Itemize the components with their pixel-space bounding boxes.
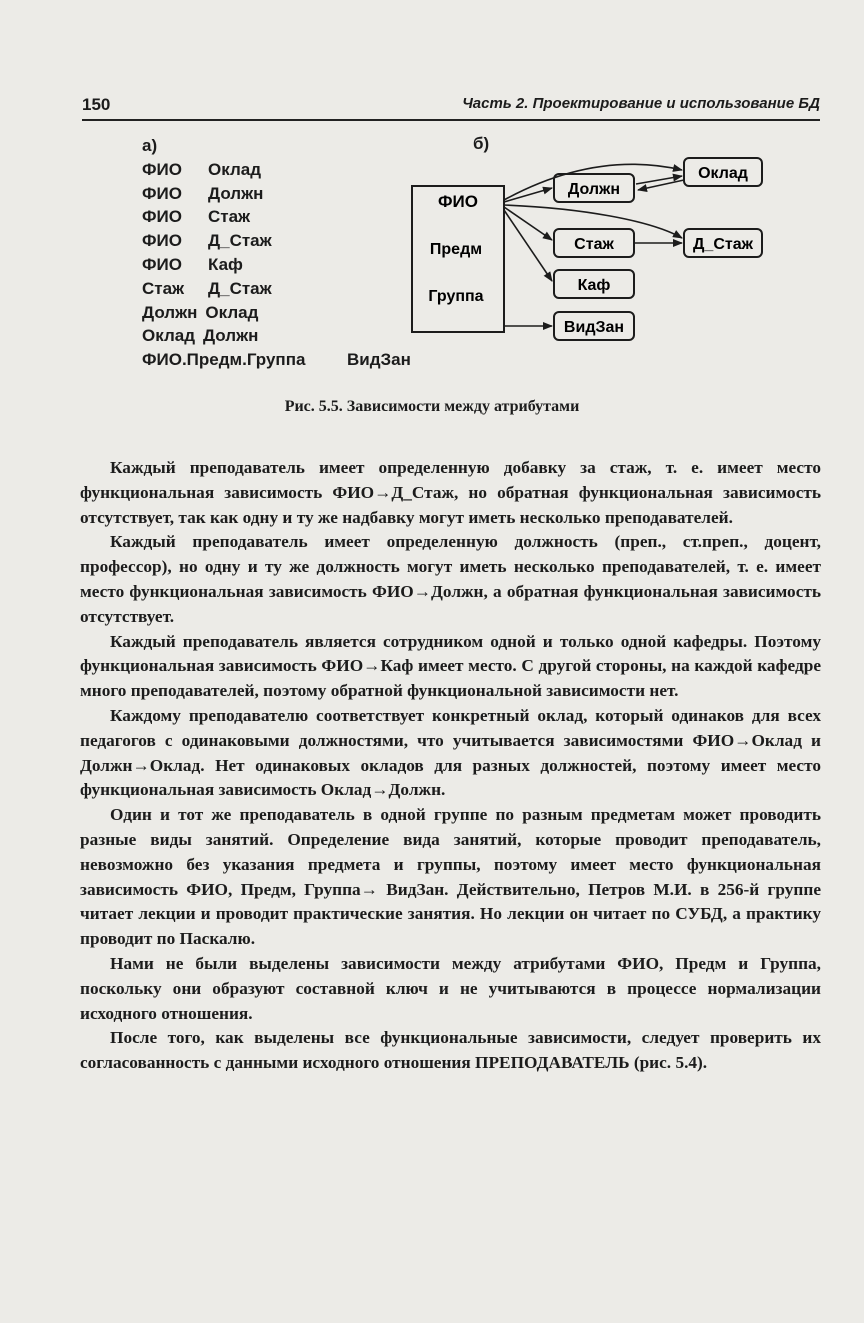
arrow-fio-dolzhn bbox=[504, 188, 552, 202]
dependency-row bbox=[142, 229, 411, 253]
running-title: Часть 2. Проектирование и использование БД bbox=[462, 95, 820, 112]
dependency-lhs: ФИО bbox=[142, 183, 182, 203]
paragraph: Нами не были выделены зависимости между атрибутами ФИО, Предм и Группа, поскольку они образуют составной ключ и не учитываются в процессе нормализации исходного отношения. bbox=[80, 953, 821, 1023]
arrow-fio-stazh bbox=[504, 207, 552, 240]
arrow-fio-d-stazh bbox=[504, 205, 682, 238]
arrow-dolzhn-oklad bbox=[636, 176, 682, 184]
paragraph: Каждому преподавателю соответствует конкретный оклад, который одинаков для всех педагогов с одинаковыми должностями, что учитывается зависимостями ФИО→Оклад и Должн→Оклад. Нет одинаковых окладов для разных должностей, поэтому имеет место функциональная зависимость Оклад→Должн. bbox=[80, 705, 821, 800]
key-attribute: Группа bbox=[428, 288, 484, 305]
dependency-rhs: Каф bbox=[208, 254, 243, 274]
dependency-rhs: Оклад bbox=[208, 159, 261, 179]
dependency-rhs: Стаж bbox=[208, 207, 251, 227]
dependency-lhs: Должн bbox=[142, 302, 198, 322]
dependency-list bbox=[142, 134, 411, 372]
node-label: Д_Стаж bbox=[693, 236, 753, 253]
dependency-row bbox=[142, 205, 411, 229]
key-attribute: Предм bbox=[429, 241, 483, 258]
dependency-rhs: Д_Стаж bbox=[208, 278, 272, 298]
dependency-diagram bbox=[400, 150, 770, 350]
dependency-row bbox=[142, 277, 411, 301]
page-number: 150 bbox=[82, 95, 111, 114]
dependency-row bbox=[142, 348, 411, 372]
dependency-row bbox=[142, 253, 411, 277]
paragraph: После того, как выделены все функциональные зависимости, следует проверить их согласованность с данными исходного отношения ПРЕПОДАВАТЕЛЬ (рис. 5.4). bbox=[80, 1028, 821, 1073]
panel-a-label: а) bbox=[142, 136, 158, 155]
dependency-rhs: ВидЗан bbox=[347, 350, 411, 370]
key-attribute: ФИО bbox=[438, 192, 478, 211]
dependency-row bbox=[142, 301, 411, 325]
paragraph: Каждый преподаватель имеет определенную добавку за стаж, т. е. имеет место функциональная зависимость ФИО→Д_Стаж, но обратная функциональная зависимость отсутствует, так как одну и ту же надбавку могут иметь несколько преподавателей. bbox=[80, 458, 821, 527]
dependency-lhs: ФИО bbox=[142, 231, 182, 251]
figure-caption: Рис. 5.5. Зависимости между атрибутами bbox=[284, 398, 580, 415]
panel-b-label: б) bbox=[473, 134, 490, 153]
dependency-rhs: Должн bbox=[208, 183, 264, 203]
dependency-rhs: Оклад bbox=[205, 302, 259, 322]
dependency-lhs: ФИО.Предм.Группа bbox=[142, 350, 306, 370]
node-label: Стаж bbox=[574, 236, 614, 253]
arrow-fio-kaf bbox=[504, 210, 552, 281]
node-label: Каф bbox=[577, 277, 611, 294]
paragraph: Один и тот же преподаватель в одной группе по разным предметам может проводить разные виды занятий. Определение вида занятий, которые проводит преподаватель, невозможно без указания предмета и группы, поэтому имеет место функциональная зависимость ФИО, Предм, Группа→ ВидЗан. Действительно, Петров М.И. в 256-й группе читает лекции и проводит практические занятия. Но лекции он читает по СУБД, а практику проводит по Паскалю. bbox=[80, 805, 821, 949]
paragraph: Каждый преподаватель является сотрудником одной и только одной кафедры. Поэтому функциональная зависимость ФИО→Каф имеет место. С другой стороны, на каждой кафедре много преподавателей, поэтому обратной функциональной зависимости нет. bbox=[80, 631, 821, 701]
node-label: Должн bbox=[567, 181, 621, 198]
dependency-row bbox=[142, 324, 411, 348]
node-label: ВидЗан bbox=[563, 319, 625, 336]
header-rule bbox=[82, 119, 820, 121]
arrow-oklad-dolzhn bbox=[638, 180, 684, 190]
dependency-lhs: ФИО bbox=[142, 207, 182, 227]
dependency-lhs: ФИО bbox=[142, 254, 182, 274]
dependency-row bbox=[142, 158, 411, 182]
dependency-lhs: Стаж bbox=[142, 278, 185, 298]
page-header bbox=[82, 95, 820, 121]
dependency-lhs: Оклад bbox=[142, 326, 195, 346]
paragraph: Каждый преподаватель имеет определенную должность (преп., ст.преп., доцент, профессор), но одну и ту же должность могут иметь несколько преподавателей, т. е. имеет место функциональная зависимость ФИО→Должн, а обратная функциональная зависимость отсутствует. bbox=[80, 532, 821, 626]
body-text bbox=[80, 456, 821, 1076]
dependency-lhs: ФИО bbox=[142, 159, 182, 179]
dependency-rhs: Д_Стаж bbox=[208, 231, 272, 251]
dependency-rhs: Должн bbox=[202, 326, 259, 346]
dependency-row bbox=[142, 182, 411, 206]
node-label: Оклад bbox=[698, 165, 748, 182]
